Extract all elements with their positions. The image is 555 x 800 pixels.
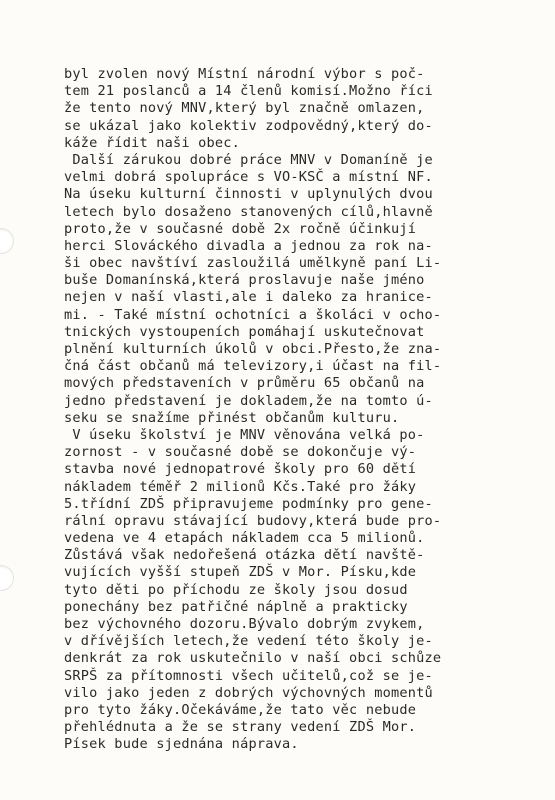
text-line: tyto děti po příchodu ze školy jsou dosud (64, 581, 408, 598)
text-line: velmi dobrá spolupráce s VO-KSČ a místní NF. (64, 169, 433, 186)
text-line: SRPŠ za přítomnosti všech učitelů,což se je- (64, 667, 433, 684)
text-line: vujících vyšší stupeň ZDŠ v Mor. Písku,kde (64, 564, 417, 581)
text-line: letech bylo dosaženo stanovených cílů,hlavně (64, 203, 433, 220)
text-line: se ukázal jako kolektiv zodpovědný,který do- (64, 117, 433, 134)
text-line: vilo jako jeden z dobrých výchovných momentů (64, 684, 433, 701)
text-line: zornost - v současné době se dokončuje vý- (64, 444, 417, 461)
text-line: nákladem téměř 2 milionů Kčs.Také pro žáky (64, 478, 417, 495)
text-line: káže řídit naši obec. (64, 134, 241, 151)
text-line: ponechány bez patřičné náplně a prakticky (64, 598, 408, 615)
text-line: pro tyto žáky.Očekáváme,že tato věc nebude (64, 701, 417, 718)
punch-hole (0, 565, 14, 591)
text-line: rální opravu stávající budovy,která bude pro- (64, 512, 442, 529)
document-body (64, 66, 534, 754)
text-line: Další zárukou dobré práce MNV v Domaníně je (64, 151, 433, 168)
text-line: mi. - Také místní ochotníci a školáci v ocho- (64, 306, 442, 323)
text-line: jedno představení je dokladem,že na tomto ú- (64, 392, 433, 409)
text-line: 5.třídní ZDŠ připravujeme podmínky pro gene- (64, 495, 433, 512)
text-line: denkrát za rok uskutečnilo v naší obci schůze (64, 650, 442, 667)
text-line: tnických vystoupeních pomáhají uskutečnovat (64, 323, 425, 340)
text-line: ši obec navštíví zasloužilá umělkyně paní Li- (64, 255, 442, 272)
text-line: nejen v naší vlasti,ale i daleko za hranice- (64, 289, 433, 306)
text-line: herci Slováckého divadla a jednou za rok na- (64, 237, 433, 254)
text-line: že tento nový MNV,který byl značně omlazen, (64, 100, 425, 117)
text-line: buše Domanínská,která proslavuje naše jméno (64, 272, 425, 289)
text-line: přehlédnuta a že se strany vedení ZDŠ Mor. (64, 719, 417, 736)
text-line: tem 21 poslanců a 14 členů komisí.Možno říci (64, 83, 433, 100)
text-line: plnění kulturních úkolů v obci.Přesto,že zna- (64, 341, 442, 357)
text-line: čná část občanů má televizory,i účast na fil- (64, 358, 442, 375)
text-line: mových představeních v průměru 65 občanů na (64, 375, 425, 392)
text-line: Písek bude sjednána náprava. (64, 736, 299, 753)
text-line: seku se snažíme přinést občanům kulturu. (64, 409, 400, 426)
text-line: bez výchovného dozoru.Bývalo dobrým zvykem, (64, 616, 425, 632)
text-line: stavba nové jednopatrové školy pro 60 dětí (64, 461, 417, 478)
punch-hole (0, 228, 14, 254)
text-line: proto,že v současné době 2x ročně účinkují (64, 220, 417, 237)
text-line: vedena ve 4 etapách nákladem cca 5 milionů. (64, 530, 425, 547)
text-line: Zůstává však nedořešená otázka dětí navště- (64, 547, 425, 564)
text-line: byl zvolen nový Místní národní výbor s poč- (64, 66, 425, 82)
text-line: V úseku školství je MNV věnována velká po- (64, 426, 425, 443)
text-line: Na úseku kulturní činnosti v uplynulých dvou (64, 186, 433, 203)
text-line: v dřívějších letech,že vedení této školy je- (64, 633, 433, 650)
